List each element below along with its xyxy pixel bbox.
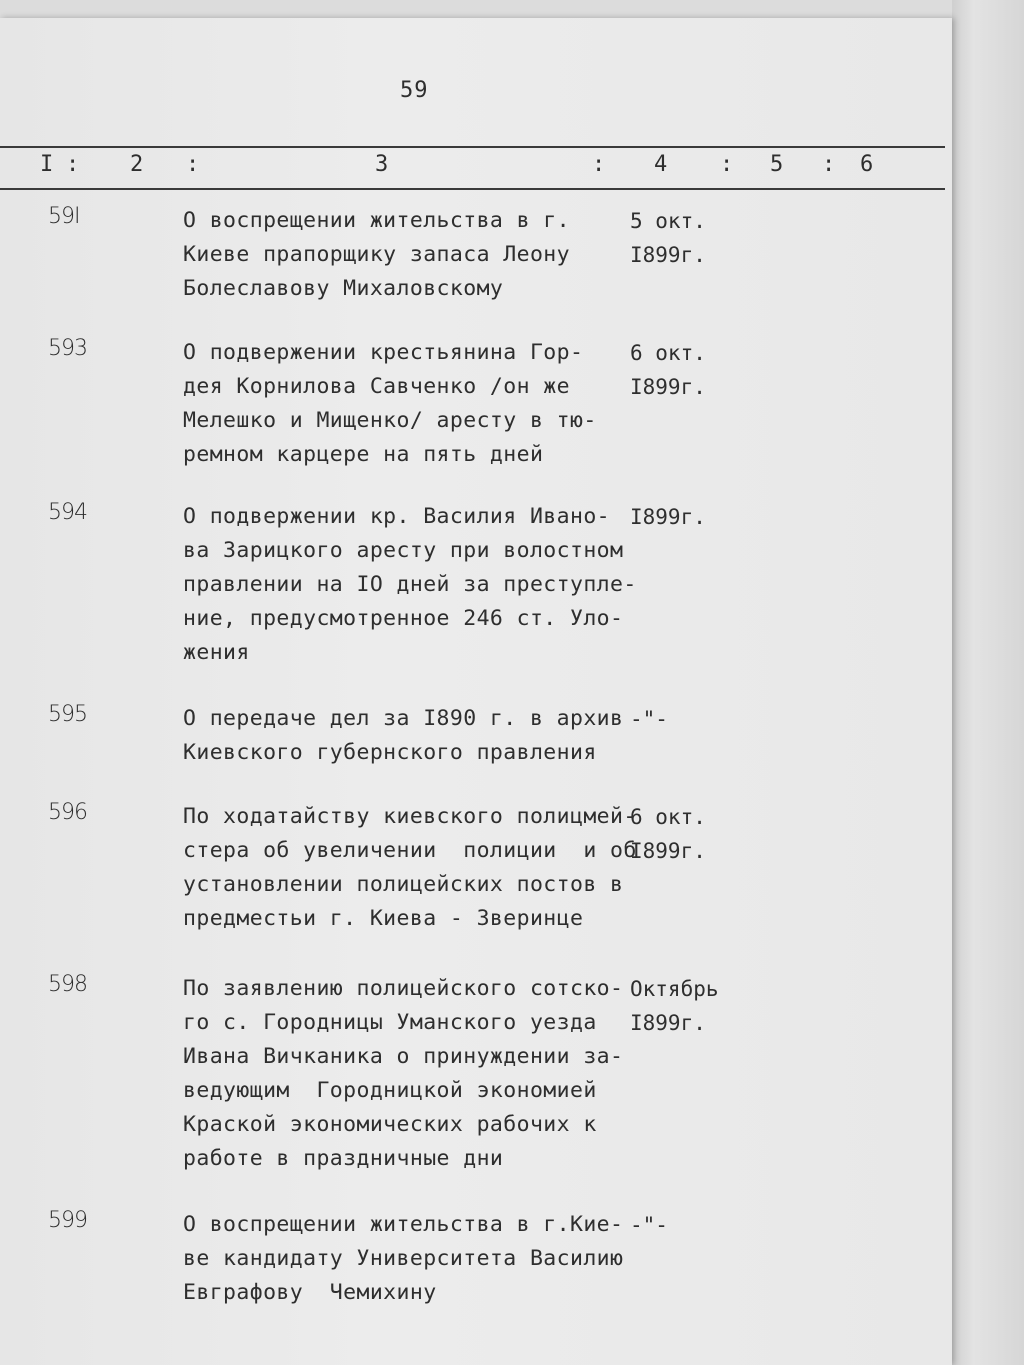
record-number: 59I bbox=[48, 204, 80, 229]
record-date: Октябрь I899г. bbox=[630, 977, 719, 1035]
header-rule-top bbox=[0, 146, 945, 148]
record-number: 594 bbox=[48, 500, 87, 525]
record-description: О подвержении кр. Василия Ивано- ва Зарицкого аресту при волостном правлении на IO дней за преступле- ние, предусмотренное 246 ст. Уло- жения bbox=[183, 504, 637, 665]
record-description: По ходатайству киевского полицмей- стера об увеличении полиции и об установлении полицейских постов в предместьи г. Киева - Зверинце bbox=[183, 804, 637, 931]
column-header-4: 4 bbox=[654, 152, 668, 177]
document-page bbox=[0, 18, 952, 1365]
record-number: 593 bbox=[48, 336, 87, 361]
record-number: 596 bbox=[48, 800, 87, 825]
record-description: О передаче дел за I890 г. в архив Киевского губернского правления bbox=[183, 706, 624, 765]
record-number: 595 bbox=[48, 702, 87, 727]
column-header-3: 3 bbox=[375, 152, 389, 177]
page-number: 59 bbox=[400, 78, 429, 103]
column-separator: : bbox=[66, 152, 80, 177]
column-separator: : bbox=[592, 152, 606, 177]
column-header-2: 2 bbox=[130, 152, 144, 177]
column-header-1: I bbox=[40, 152, 54, 177]
record-date: -"- bbox=[630, 707, 668, 731]
record-date: 5 окт. I899г. bbox=[630, 209, 706, 267]
record-number: 599 bbox=[48, 1208, 87, 1233]
record-date: -"- bbox=[630, 1213, 668, 1237]
record-description: О воспрещении жительства в г.Кие- ве кандидату Университета Василию Евграфову Чемихину bbox=[183, 1212, 624, 1305]
record-date: 6 окт. I899г. bbox=[630, 341, 706, 399]
record-date: I899г. bbox=[630, 505, 706, 529]
column-header-6: 6 bbox=[860, 152, 874, 177]
page-edge-background bbox=[952, 0, 1024, 1365]
record-description: По заявлению полицейского сотско- го с. Городницы Уманского уезда Ивана Вичканика о принуждении за- ведующим Городницкой экономией Краской экономических рабочих к работе в праздничные дни bbox=[183, 976, 624, 1171]
record-date: 6 окт. I899г. bbox=[630, 805, 706, 863]
header-rule-bottom bbox=[0, 188, 945, 190]
column-separator: : bbox=[822, 152, 836, 177]
column-header-5: 5 bbox=[770, 152, 784, 177]
record-description: О воспрещении жительства в г. Киеве прапорщику запаса Леону Болеславову Михаловскому bbox=[183, 208, 570, 301]
record-number: 598 bbox=[48, 972, 87, 997]
column-separator: : bbox=[186, 152, 200, 177]
record-description: О подвержении крестьянина Гор- дея Корнилова Савченко /он же Мелешко и Мищенко/ аресту в тю- ремном карцере на пять дней bbox=[183, 340, 597, 467]
column-separator: : bbox=[720, 152, 734, 177]
